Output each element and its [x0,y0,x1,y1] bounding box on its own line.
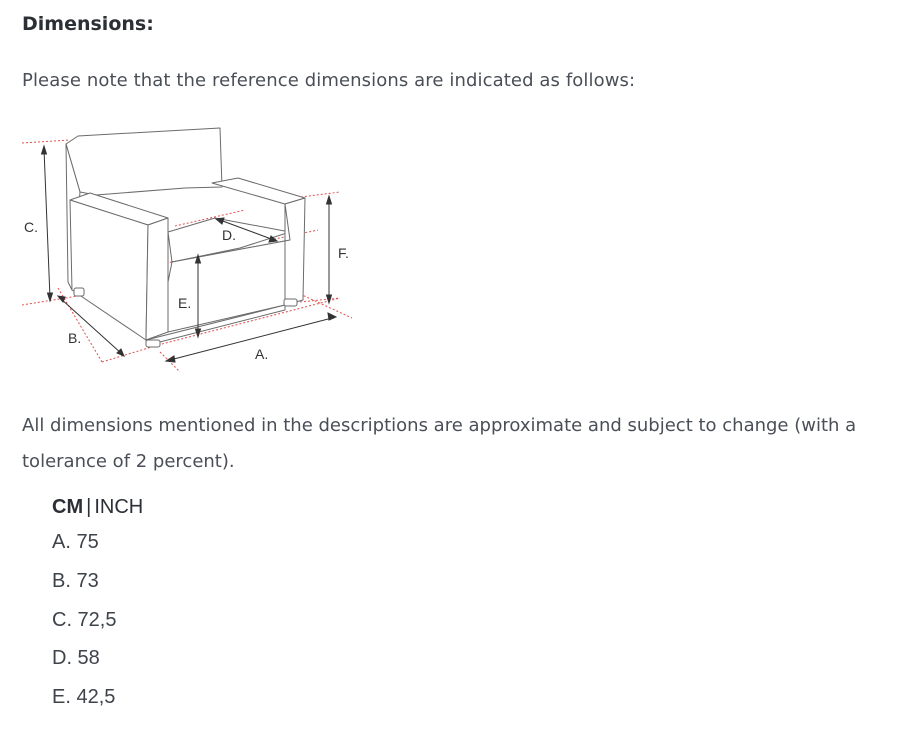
armchair-dimension-diagram [18,122,358,382]
dimension-e: E. 42,5 [52,686,116,709]
dimension-d: D. 58 [52,647,100,670]
dimension-a: A. 75 [52,531,99,553]
label-b: B. [68,330,82,346]
unit-inch-option[interactable]: INCH [94,496,144,518]
label-d: D. [222,227,236,243]
dimension-b: B. 73 [52,569,99,592]
label-e: E. [178,295,192,311]
dimension-list [52,529,116,723]
dimension-c: C. 72,5 [52,608,117,631]
unit-cm-option[interactable]: CM [52,496,84,518]
unit-separator: | [86,496,92,518]
reference-note: Please note that the reference dimensions are indicated as follows: [22,70,636,91]
unit-toggle [52,496,143,519]
page-title: Dimensions: [22,13,154,35]
label-f: F. [338,245,349,261]
armchair-drawing [66,128,305,347]
label-c: C. [24,219,38,235]
label-a: A. [255,346,269,362]
dimensions-disclaimer: All dimensions mentioned in the descriptions are approximate and subject to change (with a tolerance of 2 percent). [22,415,857,472]
